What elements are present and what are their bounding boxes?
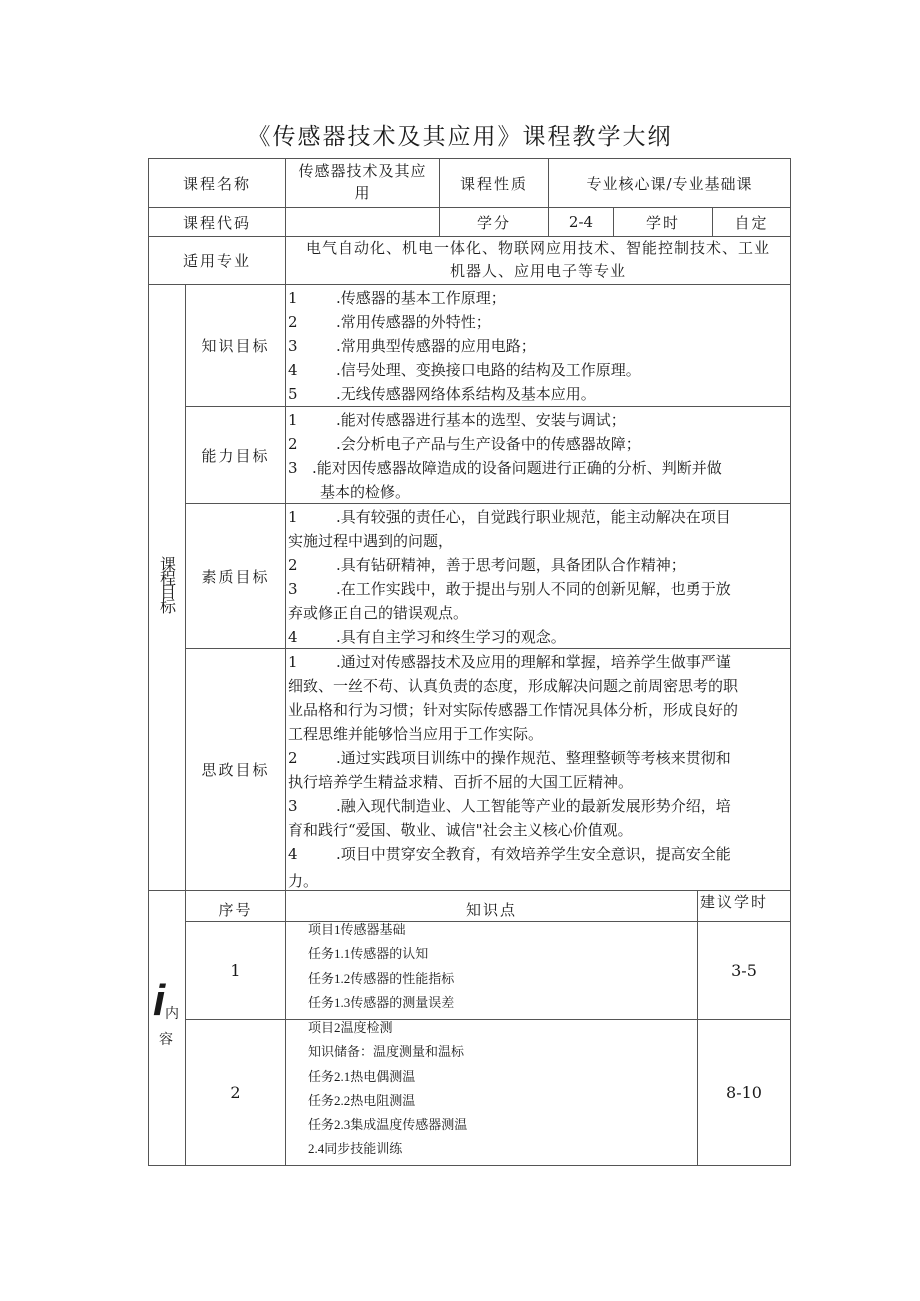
hours-label: 学时 — [645, 213, 680, 232]
hours-value: 自定 — [734, 213, 769, 232]
ability-item: 2 .会分析电子产品与生产设备中的传感器故障； — [288, 435, 641, 453]
header-seq-cell — [185, 890, 286, 922]
knowledge-label: 知识目标 — [201, 337, 270, 355]
ability-label: 能力目标 — [201, 446, 270, 465]
course-name-value-line1: 传感器技术及其应 — [298, 162, 427, 180]
row2-hours-cell — [697, 1019, 791, 1166]
majors-label: 适用专业 — [182, 252, 251, 270]
knowledge-point: 知识储备：温度测量和温标 — [308, 1044, 465, 1060]
ideology-line: 工程思维并能够恰当应用于工作实际。 — [288, 725, 544, 743]
course-code-label-cell — [148, 207, 286, 237]
credits-label-cell — [439, 207, 549, 237]
knowledge-label-cell — [185, 284, 286, 407]
majors-value-line1: 电气自动化、机电一体化、物联网应用技术、智能控制技术、工业 — [305, 239, 770, 257]
course-nature-label: 课程性质 — [459, 174, 528, 193]
quality-line: 3 .在工作实践中，敢于提出与别人不同的创新见解，也勇于放 — [288, 580, 731, 598]
quality-line: 1 .具有较强的责任心，自觉践行职业规范，能主动解决在项目 — [288, 508, 731, 526]
objectives-section-label: 课程目标 — [157, 555, 177, 612]
quality-line: 实施过程中遇到的问题， — [288, 532, 454, 550]
ideology-label: 思政目标 — [201, 761, 270, 779]
ideology-line: 业品格和行为习惯；针对实际传感器工作情况具体分析，形成良好的 — [288, 701, 739, 719]
knowledge-item: 3 .常用典型传感器的应用电路； — [288, 337, 536, 355]
knowledge-point: 项目1传感器基础 — [308, 922, 406, 937]
ideology-items-cell — [285, 648, 791, 891]
knowledge-point: 任务1.3传感器的测量误差 — [308, 994, 455, 1010]
knowledge-item: 5 .无线传感器网络体系结构及基本应用。 — [288, 385, 596, 403]
quality-items-cell — [285, 503, 791, 649]
ideology-line: 细致、一丝不苟、认真负责的态度，形成解决问题之前周密思考的职 — [288, 677, 739, 695]
row2-points-cell — [285, 1019, 698, 1166]
header-hours-cell — [697, 890, 791, 922]
course-nature-value-cell — [548, 158, 791, 208]
course-code-value-cell — [285, 207, 440, 237]
course-name-value-line2: 用 — [354, 184, 371, 202]
knowledge-point: 2.4同步技能训练 — [308, 1141, 403, 1157]
course-nature-value: 专业核心课/专业基础课 — [586, 174, 753, 193]
knowledge-items-cell — [285, 284, 791, 407]
quality-line: 弃或修正自己的错误观点。 — [288, 604, 469, 622]
course-nature-label-cell — [439, 158, 549, 208]
row1-seq: 1 — [230, 961, 241, 980]
row1-hours-cell — [697, 921, 791, 1020]
ideology-line: 执行培养学生精益求精、百折不屈的大国工匠精神。 — [288, 773, 634, 791]
ideology-label-cell — [185, 648, 286, 891]
majors-value-cell — [285, 236, 791, 285]
course-name-value-cell — [285, 158, 440, 208]
hours-label-cell — [613, 207, 713, 237]
row2-hours: 8-10 — [726, 1083, 762, 1102]
knowledge-item: 4 .信号处理、变换接口电路的结构及工作原理。 — [288, 361, 641, 379]
row1-seq-cell — [185, 921, 286, 1020]
majors-value-line2: 机器人、应用电子等专业 — [449, 262, 626, 280]
ability-items-cell — [285, 406, 791, 504]
knowledge-item: 1 .传感器的基本工作原理； — [288, 289, 506, 307]
content-section-label-cell — [148, 890, 186, 1166]
objectives-section-label-cell — [148, 284, 186, 891]
ideology-line: 2 .通过实践项目训练中的操作规范、整理整顿等考核来贯彻和 — [288, 749, 731, 767]
ideology-line: 4 .项目中贯穿安全教育，有效培养学生安全意识，提高安全能 — [288, 845, 731, 863]
content-section-label-a: 内 — [165, 1006, 179, 1022]
content-section-label-b: 容 — [159, 1032, 173, 1048]
knowledge-point: 任务1.1传感器的认知 — [308, 946, 429, 962]
ability-item: 3 .能对因传感器故障造成的设备问题进行正确的分析、判断并做 — [288, 459, 722, 477]
majors-label-cell — [148, 236, 286, 285]
ability-item: 1 .能对传感器进行基本的选型、安装与调试； — [288, 411, 626, 429]
quality-line: 2 .具有钻研精神，善于思考问题，具备团队合作精神； — [288, 556, 686, 574]
credits-value: 2-4 — [568, 213, 594, 231]
quality-line: 4 .具有自主学习和终生学习的观念。 — [288, 628, 566, 646]
row2-seq: 2 — [230, 1083, 241, 1102]
course-code-label: 课程代码 — [182, 213, 251, 232]
quality-label-cell — [185, 503, 286, 649]
credits-label: 学分 — [476, 213, 511, 232]
header-seq: 序号 — [218, 900, 253, 919]
ability-label-cell — [185, 406, 286, 504]
knowledge-point: 任务2.2热电阻测温 — [308, 1092, 416, 1108]
ideology-line: 3 .融入现代制造业、人工智能等产业的最新发展形势介绍，培 — [288, 797, 731, 815]
row2-seq-cell — [185, 1019, 286, 1166]
row1-points-cell — [285, 921, 698, 1020]
row1-hours: 3-5 — [731, 961, 757, 980]
hours-value-cell — [712, 207, 791, 237]
knowledge-point: 任务2.1热电偶测温 — [308, 1068, 416, 1084]
header-points: 知识点 — [465, 900, 517, 919]
ability-item-continuation: 基本的检修。 — [320, 483, 411, 501]
knowledge-point: 任务1.2传感器的性能指标 — [308, 970, 455, 986]
header-hours: 建议学时 — [700, 893, 769, 911]
ideology-line: 1 .通过对传感器技术及应用的理解和掌握，培养学生做事严谨 — [288, 653, 731, 671]
knowledge-point: 项目2温度检测 — [308, 1020, 393, 1035]
ideology-line: 力。 — [288, 872, 319, 890]
content-section-glyph: i — [153, 976, 166, 1025]
knowledge-point: 任务2.3集成温度传感器测温 — [308, 1117, 468, 1133]
course-name-label: 课程名称 — [182, 174, 251, 193]
credits-value-cell — [548, 207, 614, 237]
course-name-label-cell — [148, 158, 286, 208]
page-title: 《传感器技术及其应用》课程教学大纲 — [247, 124, 673, 150]
ideology-line: 育和践行“爱国、敬业、诚信"社会主义核心价值观。 — [288, 821, 633, 839]
knowledge-item: 2 .常用传感器的外特性； — [288, 313, 491, 331]
quality-label: 素质目标 — [201, 567, 270, 586]
